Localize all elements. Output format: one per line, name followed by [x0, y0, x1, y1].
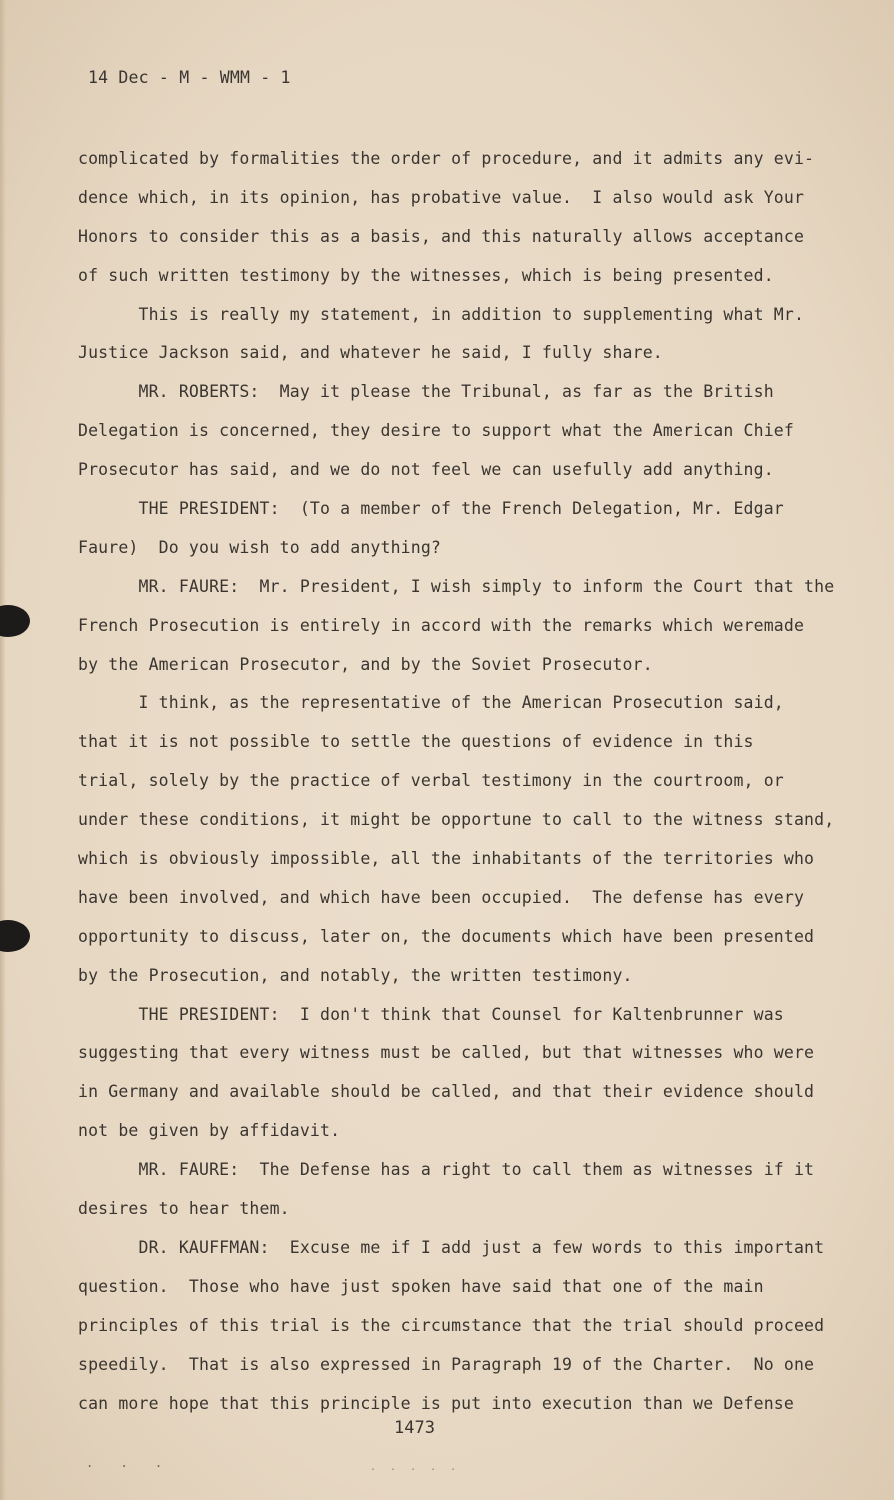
text-line: This is really my statement, in addition to supplementing what Mr.	[78, 304, 805, 324]
text-line: question. Those who have just spoken have said that one of the main	[78, 1276, 764, 1296]
text-line: MR. FAURE: Mr. President, I wish simply to inform the Court that the	[78, 576, 835, 596]
text-line: not be given by affidavit.	[78, 1121, 341, 1141]
text-line: Faure) Do you wish to add anything?	[78, 537, 442, 557]
text-line: in Germany and available should be called, and that their evidence should	[78, 1082, 815, 1102]
text-line: Justice Jackson said, and whatever he said, I fully share.	[78, 343, 663, 363]
text-line: opportunity to discuss, later on, the documents which have been presented	[78, 926, 815, 946]
text-line: can more hope that this principle is put into execution than we Defense	[78, 1393, 794, 1413]
text-line: trial, solely by the practice of verbal testimony in the courtroom, or	[78, 771, 784, 791]
text-line: THE PRESIDENT: (To a member of the French Delegation, Mr. Edgar	[78, 499, 784, 519]
text-line: Delegation is concerned, they desire to support what the American Chief	[78, 421, 794, 441]
paper-edge	[0, 0, 6, 1500]
text-line: which is obviously impossible, all the inhabitants of the territories who	[78, 849, 815, 869]
text-line: by the Prosecution, and notably, the written testimony.	[78, 965, 633, 985]
text-line: French Prosecution is entirely in accord with the remarks which weremade	[78, 615, 805, 635]
paper-specks: . . . . .	[370, 1462, 461, 1473]
text-line: MR. ROBERTS: May it please the Tribunal, as far as the British	[78, 382, 774, 402]
text-line: of such written testimony by the witnesses, which is being presented.	[78, 265, 774, 285]
paper-specks: . . .	[86, 1456, 173, 1470]
text-line: MR. FAURE: The Defense has a right to call them as witnesses if it	[78, 1160, 815, 1180]
text-line: THE PRESIDENT: I don't think that Counsel for Kaltenbrunner was	[78, 1004, 784, 1024]
text-line: principles of this trial is the circumstance that the trial should proceed	[78, 1315, 825, 1335]
text-line: complicated by formalities the order of procedure, and it admits any evi-	[78, 149, 815, 168]
text-line: speedily. That is also expressed in Paragraph 19 of the Charter. No one	[78, 1354, 815, 1374]
transcript-body	[78, 140, 835, 1423]
text-line: DR. KAUFFMAN: Excuse me if I add just a few words to this important	[78, 1237, 825, 1257]
text-line: have been involved, and which have been occupied. The defense has every	[78, 887, 805, 907]
text-line: that it is not possible to settle the questions of evidence in this	[78, 732, 754, 752]
page-number: 1473	[394, 1418, 435, 1438]
text-line: Prosecutor has said, and we do not feel we can usefully add anything.	[78, 460, 774, 480]
text-line: dence which, in its opinion, has probative value. I also would ask Your	[78, 187, 805, 207]
text-line: suggesting that every witness must be called, but that witnesses who were	[78, 1043, 815, 1063]
text-line: desires to hear them.	[78, 1199, 290, 1219]
document-header: 14 Dec - M - WMM - 1	[88, 68, 291, 87]
text-line: Honors to consider this as a basis, and this naturally allows acceptance	[78, 226, 805, 246]
text-line: I think, as the representative of the American Prosecution said,	[78, 693, 784, 713]
text-line: by the American Prosecutor, and by the Soviet Prosecutor.	[78, 654, 653, 674]
text-line: under these conditions, it might be opportune to call to the witness stand,	[78, 810, 835, 830]
